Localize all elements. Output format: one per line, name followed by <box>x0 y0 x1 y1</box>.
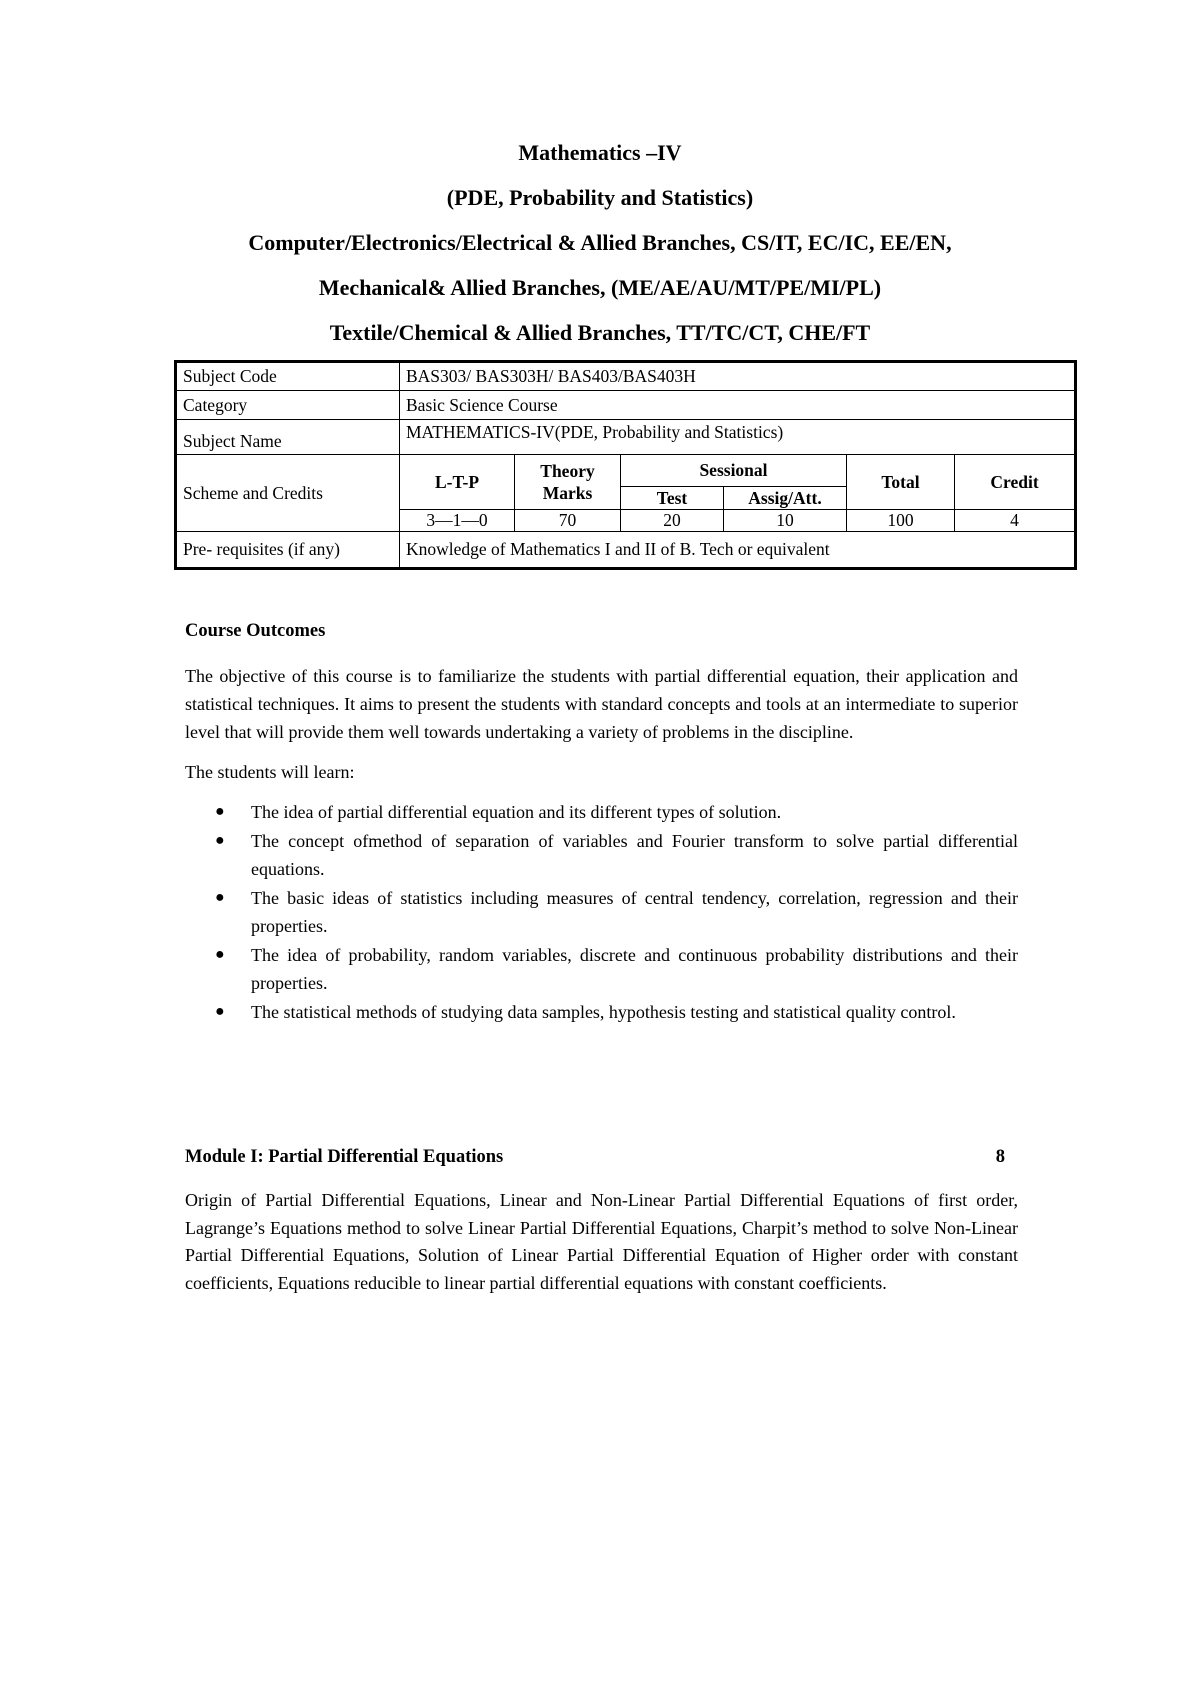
module-1-hours: 8 <box>995 1147 1005 1167</box>
outcome-text: The idea of probability, random variables, discrete and continuous probability distributions and their properties. <box>251 945 1018 993</box>
scheme-label: Scheme and Credits <box>176 455 400 532</box>
theory-header-line2: Marks <box>542 483 593 503</box>
list-item <box>185 941 1018 997</box>
title-block <box>0 138 1200 363</box>
learn-intro: The students will learn: <box>185 762 355 782</box>
branch-line-textile: Textile/Chemical & Allied Branches, TT/TC/CT, CHE/FT <box>329 320 871 345</box>
module-1-title: Module I: Partial Differential Equations <box>185 1147 504 1167</box>
course-subtitle: (PDE, Probability and Statistics) <box>446 185 754 210</box>
outcome-text: The statistical methods of studying data samples, hypothesis testing and statistical quality control. <box>251 1002 956 1022</box>
course-title: Mathematics –IV <box>518 140 682 165</box>
subject-code-value: BAS303/ BAS303H/ BAS403/BAS403H <box>400 362 1076 391</box>
ltp-value: 3—1—0 <box>400 510 515 532</box>
prerequisites-row <box>176 532 1076 569</box>
course-outcomes-section <box>185 620 1018 1027</box>
objective-paragraph: The objective of this course is to familiarize the students with partial differential equation, their application and statistical techniques. It aims to present the students with standard concepts and tools at an intermediate to superior level that will provide them well towards undertaking a variety of problems in the discipline. <box>185 666 1018 742</box>
module-1-body: Origin of Partial Differential Equations, Linear and Non-Linear Partial Differential Equations of first order, Lagrange’s Equations method to solve Linear Partial Differential Equations, Charpit’s method to solve Non-Linear Partial Differential Equations, Solution of Linear Partial Differential Equation of Higher order with constant coefficients, Equations reducible to linear partial differential equations with constant coefficients. <box>185 1190 1018 1293</box>
branch-line-mechanical: Mechanical& Allied Branches, (ME/AE/AU/MT/PE/MI/PL) <box>318 275 882 300</box>
bullet-icon: ● <box>215 889 225 906</box>
list-item <box>185 998 1018 1026</box>
list-item <box>185 827 1018 883</box>
scheme-header-row <box>176 455 1076 487</box>
bullet-icon: ● <box>215 946 225 963</box>
theory-value: 70 <box>515 510 621 532</box>
sessional-header: Sessional <box>621 455 847 487</box>
branch-line-computer: Computer/Electronics/Electrical & Allied Branches, CS/IT, EC/IC, EE/EN, <box>248 230 952 255</box>
module-1-heading <box>185 1145 1005 1169</box>
assig-header: Assig/Att. <box>724 487 847 510</box>
category-label: Category <box>176 391 400 420</box>
theory-marks-header <box>515 455 621 510</box>
outcome-text: The basic ideas of statistics including measures of central tendency, correlation, regression and their properties. <box>251 888 1018 936</box>
total-header: Total <box>847 455 955 510</box>
bullet-icon: ● <box>215 832 225 849</box>
bullet-icon: ● <box>215 1003 225 1020</box>
test-header: Test <box>621 487 724 510</box>
total-value: 100 <box>847 510 955 532</box>
list-item <box>185 884 1018 940</box>
credit-header: Credit <box>955 455 1076 510</box>
subject-info-table <box>174 360 1077 570</box>
subject-name-row <box>176 420 1076 455</box>
course-outcomes-heading: Course Outcomes <box>185 621 326 641</box>
subject-code-label: Subject Code <box>176 362 400 391</box>
credit-value: 4 <box>955 510 1076 532</box>
subject-name-value: MATHEMATICS-IV(PDE, Probability and Statistics) <box>400 420 1076 455</box>
subject-name-label: Subject Name <box>176 420 400 455</box>
assig-value: 10 <box>724 510 847 532</box>
outcomes-list <box>185 798 1018 1026</box>
test-value: 20 <box>621 510 724 532</box>
prereq-value: Knowledge of Mathematics I and II of B. Tech or equivalent <box>400 532 1076 569</box>
outcome-text: The idea of partial differential equation and its different types of solution. <box>251 802 782 822</box>
category-row <box>176 391 1076 420</box>
list-item <box>185 798 1018 826</box>
category-value: Basic Science Course <box>400 391 1076 420</box>
theory-header-line1: Theory <box>540 461 595 481</box>
bullet-icon: ● <box>215 803 225 820</box>
ltp-header: L-T-P <box>400 455 515 510</box>
prereq-label: Pre- requisites (if any) <box>176 532 400 569</box>
subject-code-row <box>176 362 1076 391</box>
outcome-text: The concept ofmethod of separation of variables and Fourier transform to solve partial differential equations. <box>251 831 1018 879</box>
